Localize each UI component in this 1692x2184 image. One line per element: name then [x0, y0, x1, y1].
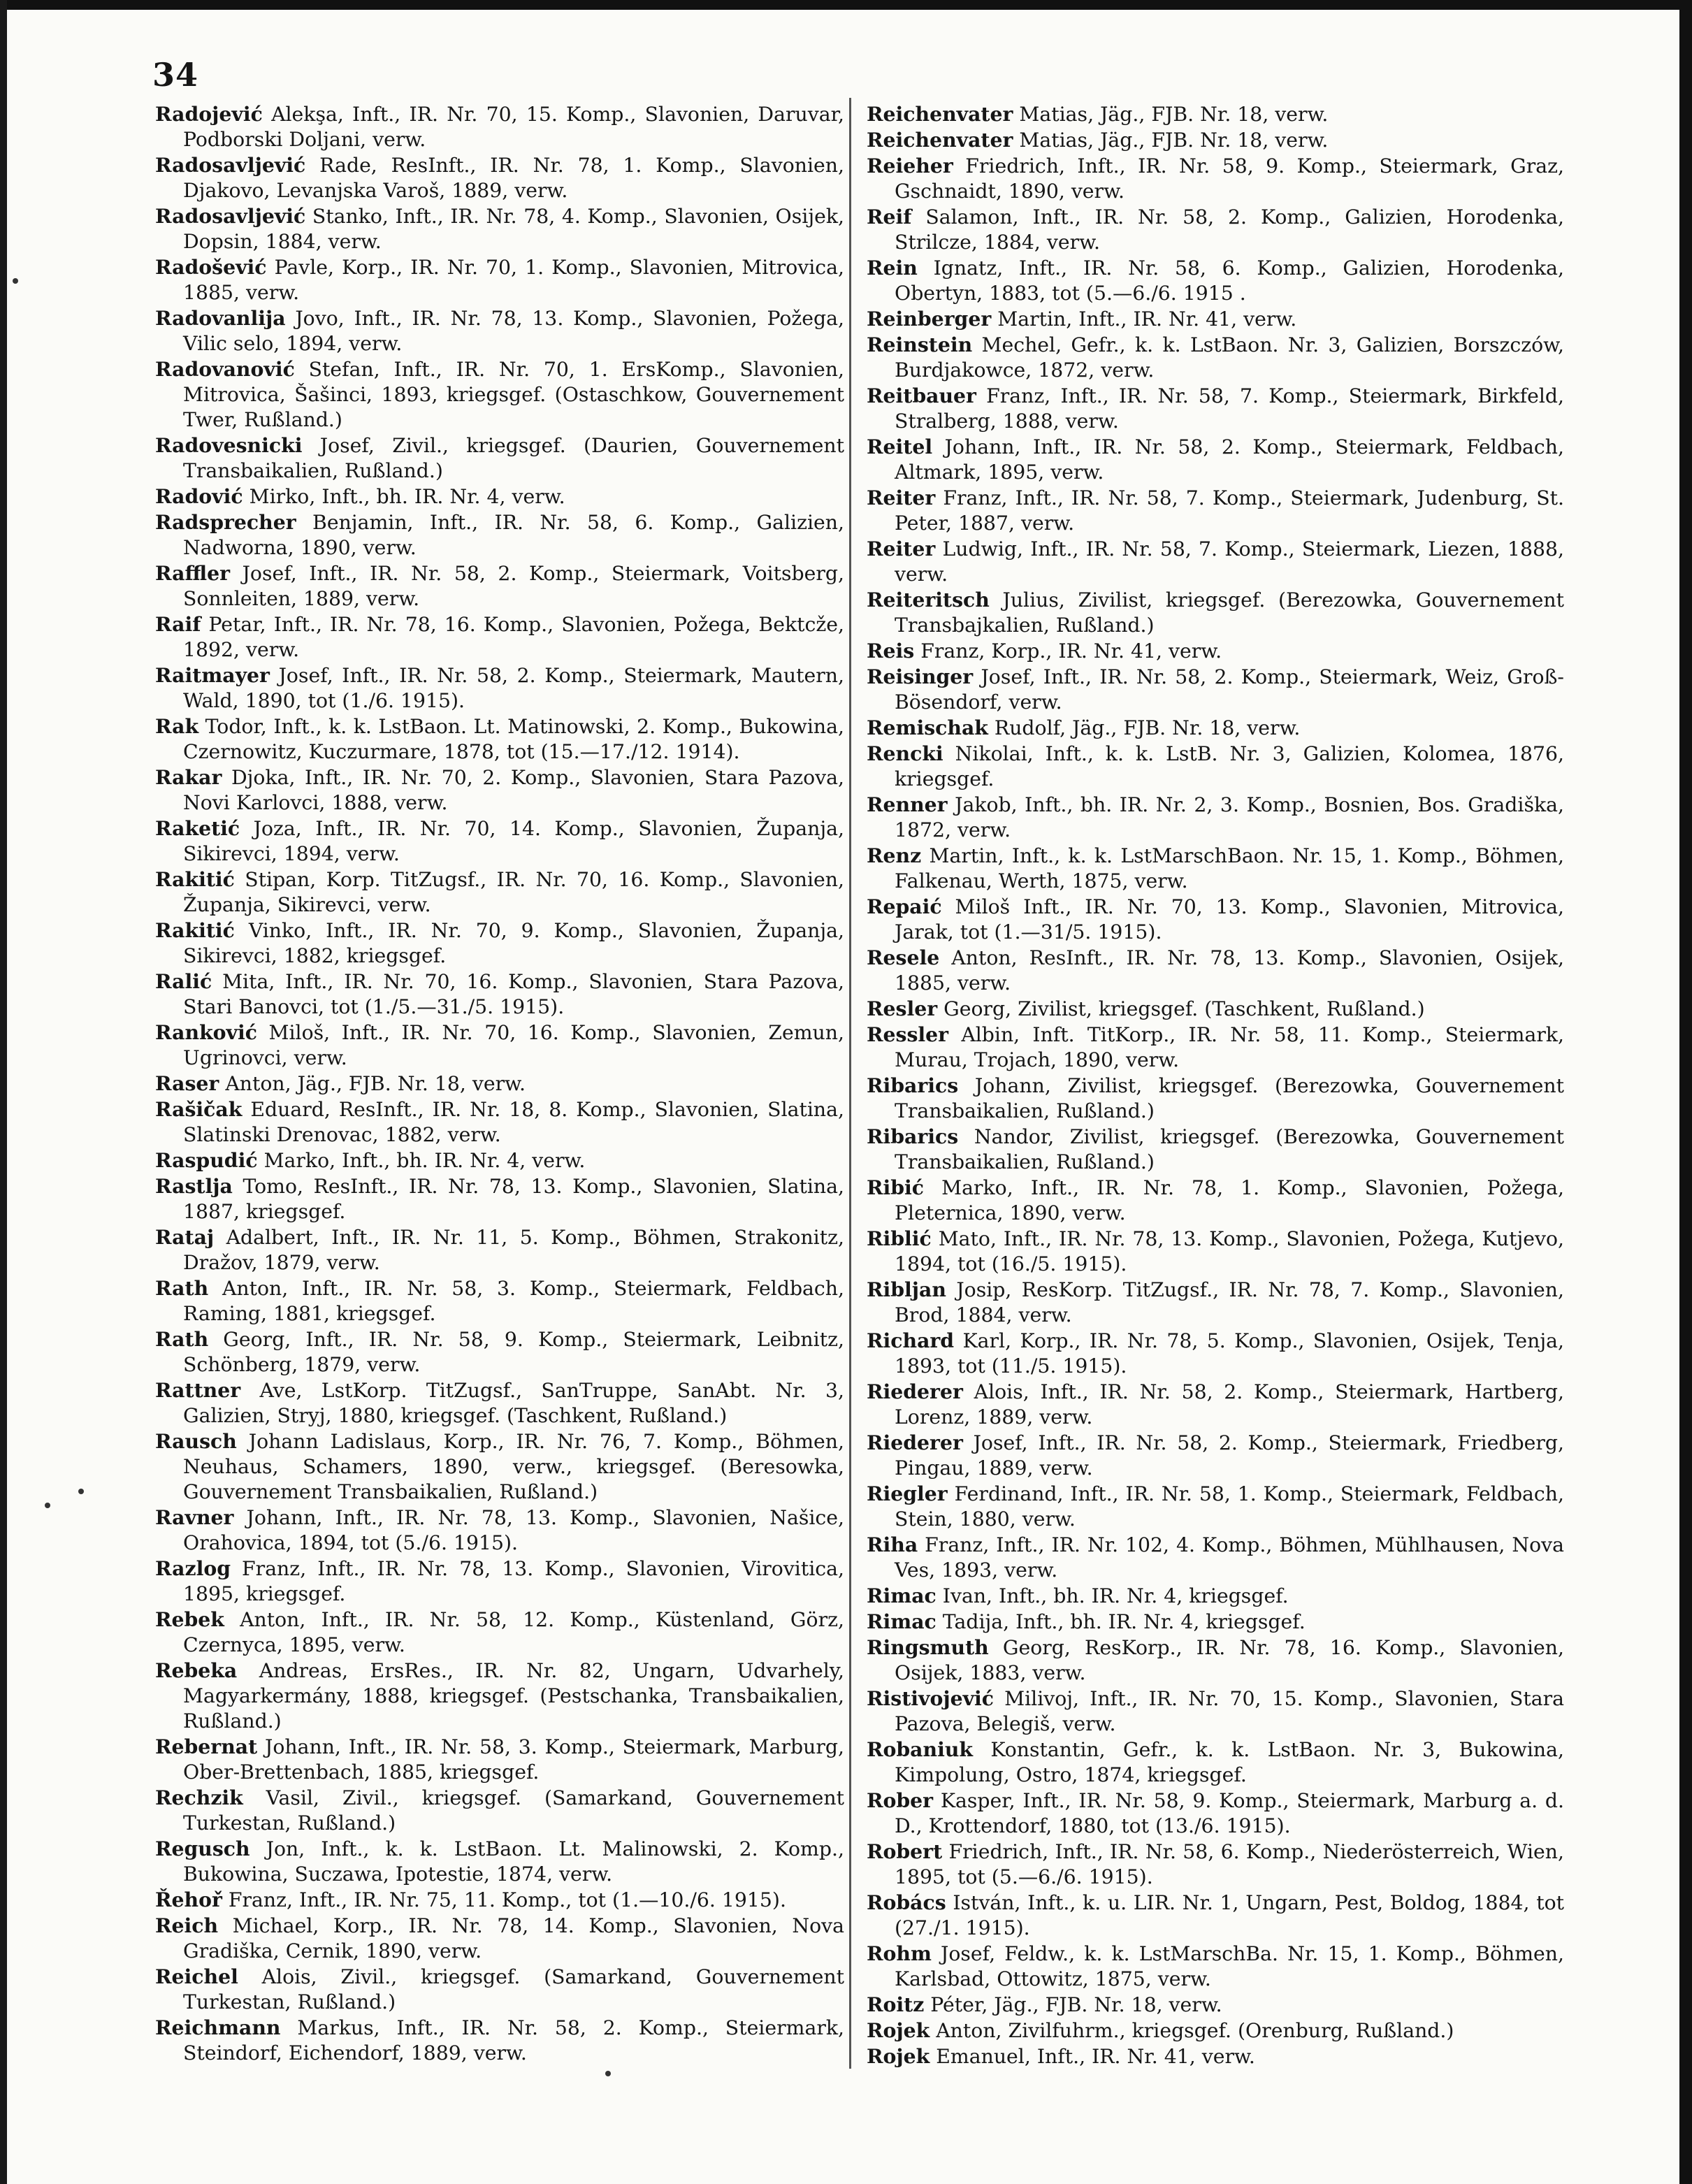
- entry-surname: Radosavljević: [155, 153, 306, 177]
- entry-surname: Ranković: [155, 1020, 257, 1044]
- entry-details: Joza, Inft., IR. Nr. 70, 14. Komp., Slavonien, Županja, Sikirevci, 1894, verw.: [183, 817, 845, 865]
- entry-surname: Radošević: [155, 255, 267, 279]
- entry-surname: Reitel: [867, 435, 933, 458]
- scan-speck: [13, 278, 18, 284]
- entry-surname: Rath: [155, 1327, 209, 1351]
- list-entry: [867, 894, 1564, 945]
- entry-details: Vinko, Inft., IR. Nr. 70, 9. Komp., Slavonien, Županja, Sikirevci, 1882, kriegsgef.: [183, 919, 844, 967]
- list-entry: [155, 765, 844, 816]
- entry-details: Georg, Zivilist, kriegsgef. (Taschkent, Rußland.): [943, 997, 1425, 1020]
- list-entry: [155, 1836, 844, 1887]
- left-column: [155, 101, 844, 2066]
- entry-details: Petar, Inft., IR. Nr. 78, 16. Komp., Slavonien, Požega, Bektcže, 1892, verw.: [183, 613, 844, 661]
- entry-details: Tomo, ResInft., IR. Nr. 78, 13. Komp., Slavonien, Slatina, 1887, kriegsgef.: [183, 1175, 845, 1223]
- entry-details: Franz, Korp., IR. Nr. 41, verw.: [920, 639, 1222, 663]
- entry-details: Ivan, Inft., bh. IR. Nr. 4, kriegsgef.: [942, 1584, 1289, 1607]
- entry-surname: Rebek: [155, 1607, 224, 1631]
- entry-surname: Reinberger: [867, 307, 992, 331]
- entry-details: Jovo, Inft., IR. Nr. 78, 13. Komp., Slavonien, Požega, Vilic selo, 1894, verw.: [183, 307, 844, 355]
- entry-details: Johann, Zivilist, kriegsgef. (Berezowka, Gouvernement Transbaikalien, Rußland.): [895, 1074, 1564, 1122]
- entry-surname: Reichenvater: [867, 128, 1013, 152]
- entry-surname: Riegler: [867, 1482, 948, 1505]
- list-entry: [155, 1887, 844, 1913]
- entry-details: István, Inft., k. u. LIR. Nr. 1, Ungarn, Pest, Boldog, 1884, tot (27./1. 1915).: [895, 1891, 1564, 1939]
- entry-surname: Rohm: [867, 1941, 932, 1965]
- entry-surname: Robács: [867, 1890, 946, 1914]
- entry-details: Miloš, Inft., IR. Nr. 70, 16. Komp., Slavonien, Zemun, Ugrinovci, verw.: [183, 1021, 844, 1069]
- entry-details: Matias, Jäg., FJB. Nr. 18, verw.: [1019, 129, 1329, 152]
- entry-surname: Rechzik: [155, 1786, 243, 1809]
- entry-details: Georg, ResKorp., IR. Nr. 78, 16. Komp., Slavonien, Osijek, 1883, verw.: [895, 1636, 1564, 1684]
- list-entry: [867, 741, 1564, 792]
- entry-surname: Ristivojević: [867, 1686, 994, 1710]
- entry-details: Jon, Inft., k. k. LstBaon. Lt. Malinowski, 2. Komp., Bukowina, Suczawa, Ipotestie, 1874, verw.: [183, 1837, 844, 1886]
- entry-details: Michael, Korp., IR. Nr. 78, 14. Komp., Slavonien, Nova Gradiška, Cernik, 1890, verw.: [183, 1914, 844, 1962]
- entry-surname: Riederer: [867, 1431, 963, 1454]
- list-entry: [867, 792, 1564, 843]
- entry-surname: Rakitić: [155, 918, 235, 942]
- list-entry: [867, 1073, 1564, 1124]
- entry-details: Adalbert, Inft., IR. Nr. 11, 5. Komp., Böhmen, Strakonitz, Dražov, 1879, verw.: [183, 1226, 844, 1274]
- list-entry: [867, 1890, 1564, 1941]
- entry-details: Johann, Inft., IR. Nr. 78, 13. Komp., Slavonien, Našice, Orahovica, 1894, tot (5./6. 1915).: [183, 1506, 844, 1554]
- entry-surname: Ribarics: [867, 1124, 959, 1148]
- entry-details: Karl, Korp., IR. Nr. 78, 5. Komp., Slavonien, Osijek, Tenja, 1893, tot (11./5. 1915).: [895, 1329, 1564, 1377]
- entry-details: Friedrich, Inft., IR. Nr. 58, 6. Komp., Niederösterreich, Wien, 1895, tot (5.—6./6. 1915).: [895, 1840, 1565, 1888]
- entry-surname: Raif: [155, 612, 201, 636]
- entry-details: Ignatz, Inft., IR. Nr. 58, 6. Komp., Galizien, Horodenka, Obertyn, 1883, tot (5.—6./6. 1915 .: [895, 256, 1564, 305]
- list-entry: [155, 1224, 844, 1275]
- list-entry: [867, 1609, 1564, 1635]
- entry-surname: Rimac: [867, 1610, 937, 1633]
- entry-surname: Reichenvater: [867, 102, 1013, 126]
- entry-details: Josef, Inft., IR. Nr. 58, 2. Komp., Steiermark, Friedberg, Pingau, 1889, verw.: [895, 1431, 1564, 1480]
- entry-details: Tadija, Inft., bh. IR. Nr. 4, kriegsgef.: [942, 1610, 1306, 1633]
- entry-details: Mirko, Inft., bh. IR. Nr. 4, verw.: [249, 485, 565, 508]
- entry-details: Julius, Zivilist, kriegsgef. (Berezowka, Gouvernement Transbajkalien, Rußland.): [895, 588, 1564, 637]
- list-entry: [867, 1583, 1564, 1609]
- list-entry: [867, 1941, 1564, 1992]
- entry-details: Alois, Zivil., kriegsgef. (Samarkand, Gouvernement Turkestan, Rußland.): [183, 1965, 844, 2013]
- list-entry: [867, 1328, 1564, 1379]
- list-entry: [155, 1964, 844, 2015]
- entry-details: Franz, Inft., IR. Nr. 102, 4. Komp., Böhmen, Mühlhausen, Nova Ves, 1893, verw.: [895, 1533, 1564, 1582]
- entry-surname: Rakar: [155, 765, 222, 789]
- list-entry: [867, 536, 1564, 587]
- entry-surname: Razlog: [155, 1556, 231, 1580]
- list-entry: [867, 587, 1564, 638]
- entry-details: Anton, ResInft., IR. Nr. 78, 13. Komp., Slavonien, Osijek, 1885, verw.: [895, 946, 1564, 995]
- entry-surname: Radovesnicki: [155, 433, 303, 457]
- entry-details: Konstantin, Gefr., k. k. LstBaon. Nr. 3, Bukowina, Kimpolung, Ostro, 1874, kriegsgef.: [895, 1738, 1564, 1786]
- entry-details: Alois, Inft., IR. Nr. 58, 2. Komp., Steiermark, Hartberg, Lorenz, 1889, verw.: [895, 1380, 1565, 1429]
- entry-surname: Radovanović: [155, 357, 295, 381]
- entry-details: Ferdinand, Inft., IR. Nr. 58, 1. Komp., Steiermark, Feldbach, Stein, 1880, verw.: [895, 1482, 1564, 1531]
- entry-details: Vasil, Zivil., kriegsgef. (Samarkand, Gouvernement Turkestan, Rußland.): [183, 1786, 844, 1835]
- list-entry: [155, 918, 844, 969]
- entry-details: Miloš Inft., IR. Nr. 70, 13. Komp., Slavonien, Mitrovica, Jarak, tot (1.—31/5. 1915).: [895, 895, 1564, 943]
- entry-details: Martin, Inft., k. k. LstMarschBaon. Nr. 15, 1. Komp., Böhmen, Falkenau, Werth, 1875, verw.: [895, 844, 1564, 892]
- entry-surname: Raitmayer: [155, 663, 270, 687]
- entry-surname: Raser: [155, 1071, 219, 1095]
- list-entry: [155, 1556, 844, 1607]
- list-entry: [867, 153, 1564, 204]
- entry-details: Josef, Inft., IR. Nr. 58, 2. Komp., Steiermark, Voitsberg, Sonnleiten, 1889, verw.: [183, 562, 845, 610]
- entry-surname: Radojević: [155, 102, 263, 126]
- list-entry: [867, 1635, 1564, 1686]
- entry-surname: Resele: [867, 946, 940, 969]
- entry-surname: Rebernat: [155, 1735, 258, 1758]
- entry-details: Emanuel, Inft., IR. Nr. 41, verw.: [936, 2045, 1255, 2068]
- entry-surname: Reis: [867, 639, 915, 663]
- entry-details: Anton, Inft., IR. Nr. 58, 12. Komp., Küstenland, Görz, Czernyca, 1895, verw.: [183, 1608, 844, 1656]
- entry-details: Ave, LstKorp. TitZugsf., SanTruppe, SanAbt. Nr. 3, Galizien, Stryj, 1880, kriegsgef. (Taschkent, Rußland.): [183, 1379, 844, 1427]
- list-entry: [155, 1658, 844, 1734]
- entry-surname: Ringsmuth: [867, 1635, 989, 1659]
- entry-details: Pavle, Korp., IR. Nr. 70, 1. Komp., Slavonien, Mitrovica, 1885, verw.: [183, 256, 844, 304]
- entry-details: Markus, Inft., IR. Nr. 58, 2. Komp., Steiermark, Steindorf, Eichendorf, 1889, verw.: [183, 2016, 845, 2064]
- list-entry: [155, 612, 844, 663]
- entry-details: Milivoj, Inft., IR. Nr. 70, 15. Komp., Slavonien, Stara Pazova, Belegiš, verw.: [895, 1687, 1564, 1735]
- entry-surname: Ribljan: [867, 1278, 946, 1301]
- list-entry: [155, 1275, 844, 1326]
- entry-surname: Rebeka: [155, 1658, 238, 1682]
- list-entry: [155, 101, 844, 152]
- list-entry: [867, 306, 1564, 332]
- entry-surname: Řehoř: [155, 1888, 222, 1911]
- entry-surname: Richard: [867, 1329, 955, 1352]
- entry-details: Anton, Inft., IR. Nr. 58, 3. Komp., Steiermark, Feldbach, Raming, 1881, kriegsgef.: [183, 1277, 844, 1325]
- list-entry: [867, 664, 1564, 715]
- entry-surname: Rimac: [867, 1584, 937, 1607]
- entry-surname: Rencki: [867, 742, 943, 765]
- entry-surname: Ribić: [867, 1176, 925, 1199]
- entry-details: Marko, Inft., bh. IR. Nr. 4, verw.: [263, 1149, 586, 1172]
- entry-details: Nikolai, Inft., k. k. LstB. Nr. 3, Galizien, Kolomea, 1876, kriegsgef.: [895, 742, 1564, 790]
- entry-surname: Radovanlija: [155, 306, 286, 330]
- entry-surname: Ressler: [867, 1022, 949, 1046]
- list-entry: [867, 1686, 1564, 1737]
- list-entry: [155, 1071, 844, 1097]
- entry-surname: Resler: [867, 997, 938, 1020]
- entry-surname: Rattner: [155, 1378, 241, 1402]
- list-entry: [867, 1737, 1564, 1788]
- entry-surname: Renner: [867, 793, 948, 816]
- entry-surname: Rath: [155, 1276, 209, 1300]
- entry-surname: Rašičak: [155, 1097, 243, 1121]
- entry-surname: Raketić: [155, 816, 240, 840]
- entry-details: Josef, Zivil., kriegsgef. (Daurien, Gouvernement Transbaikalien, Rußland.): [183, 434, 844, 482]
- entry-surname: Rataj: [155, 1225, 215, 1249]
- list-entry: [155, 867, 844, 918]
- entry-details: Franz, Inft., IR. Nr. 78, 13. Komp., Slavonien, Virovitica, 1895, kriegsgef.: [183, 1557, 844, 1605]
- entry-surname: Robaniuk: [867, 1737, 974, 1761]
- entry-details: Franz, Inft., IR. Nr. 58, 7. Komp., Steiermark, Birkfeld, Stralberg, 1888, verw.: [895, 384, 1564, 433]
- list-entry: [867, 1379, 1564, 1430]
- entry-details: Nandor, Zivilist, kriegsgef. (Berezowka, Gouvernement Transbaikalien, Rußland.): [895, 1125, 1565, 1173]
- entry-surname: Reich: [155, 1914, 219, 1937]
- list-entry: [867, 1532, 1564, 1583]
- entry-surname: Radović: [155, 484, 243, 508]
- list-entry: [867, 1839, 1564, 1890]
- scan-speck: [605, 2071, 611, 2076]
- list-entry: [155, 433, 844, 484]
- list-entry: [155, 305, 844, 356]
- entry-details: Mechel, Gefr., k. k. LstBaon. Nr. 3, Galizien, Borszczów, Burdjakowce, 1872, verw.: [895, 333, 1565, 382]
- list-entry: [867, 1226, 1564, 1277]
- entry-surname: Rojek: [867, 2018, 930, 2042]
- entry-surname: Rein: [867, 256, 918, 280]
- entry-details: Todor, Inft., k. k. LstBaon. Lt. Matinowski, 2. Komp., Bukowina, Czernowitz, Kuczurmare, 1878, tot (15.—17./12. 1914).: [183, 715, 844, 763]
- list-entry: [155, 509, 844, 561]
- entry-details: Rade, ResInft., IR. Nr. 78, 1. Komp., Slavonien, Djakovo, Levanjska Varoš, 1889, verw.: [183, 154, 844, 202]
- entry-details: Jakob, Inft., bh. IR. Nr. 2, 3. Komp., Bosnien, Bos. Gradiška, 1872, verw.: [895, 793, 1564, 841]
- page-number: 34: [152, 56, 199, 94]
- entry-surname: Raffler: [155, 561, 231, 585]
- entry-details: Josef, Inft., IR. Nr. 58, 2. Komp., Steiermark, Weiz, Groß-Bösendorf, verw.: [895, 665, 1564, 714]
- entry-details: Franz, Inft., IR. Nr. 58, 7. Komp., Steiermark, Judenburg, St. Peter, 1887, verw.: [895, 486, 1564, 535]
- entry-details: Ludwig, Inft., IR. Nr. 58, 7. Komp., Steiermark, Liezen, 1888, verw.: [895, 537, 1564, 586]
- entry-details: Eduard, ResInft., IR. Nr. 18, 8. Komp., Slavonien, Slatina, Slatinski Drenovac, 1882, verw.: [183, 1098, 844, 1146]
- entry-details: Anton, Zivilfuhrm., kriegsgef. (Orenburg, Rußland.): [936, 2019, 1454, 2042]
- entry-surname: Regusch: [155, 1837, 250, 1860]
- scan-border-top: [0, 0, 1692, 10]
- entry-details: Djoka, Inft., IR. Nr. 70, 2. Komp., Slavonien, Stara Pazova, Novi Karlovci, 1888, verw.: [183, 766, 844, 814]
- list-entry: [867, 434, 1564, 485]
- entry-surname: Rojek: [867, 2044, 930, 2068]
- list-entry: [867, 1022, 1564, 1073]
- entry-details: Péter, Jäg., FJB. Nr. 18, verw.: [930, 1993, 1222, 2016]
- list-entry: [867, 1124, 1564, 1175]
- entry-details: Stanko, Inft., IR. Nr. 78, 4. Komp., Slavonien, Osijek, Dopsin, 1884, verw.: [183, 205, 844, 253]
- entry-surname: Ralić: [155, 969, 212, 993]
- entry-surname: Reichmann: [155, 2016, 281, 2039]
- list-entry: [867, 1277, 1564, 1328]
- scan-speck: [78, 1489, 84, 1494]
- entry-surname: Rastlja: [155, 1174, 233, 1198]
- entry-details: Kasper, Inft., IR. Nr. 58, 9. Komp., Steiermark, Marburg a. d. D., Krottendorf, 1880, tot (13./6. 1915).: [895, 1789, 1564, 1837]
- entry-surname: Riblić: [867, 1227, 932, 1250]
- list-entry: [155, 2015, 844, 2066]
- list-entry: [867, 101, 1564, 127]
- entry-details: Josef, Feldw., k. k. LstMarschBa. Nr. 15, 1. Komp., Böhmen, Karlsbad, Ottowitz, 1875, verw.: [895, 1942, 1565, 1990]
- entry-details: Rudolf, Jäg., FJB. Nr. 18, verw.: [994, 716, 1301, 739]
- entry-surname: Rak: [155, 714, 199, 738]
- entry-surname: Ravner: [155, 1505, 234, 1529]
- list-entry: [867, 945, 1564, 996]
- entry-details: Matias, Jäg., FJB. Nr. 18, verw.: [1019, 103, 1329, 126]
- right-column: [867, 101, 1564, 2069]
- list-entry: [155, 1785, 844, 1836]
- list-entry: [155, 1377, 844, 1429]
- entry-details: Salamon, Inft., IR. Nr. 58, 2. Komp., Galizien, Horodenka, Strilcze, 1884, verw.: [895, 205, 1564, 254]
- entry-surname: Reinstein: [867, 333, 973, 356]
- entry-details: Johann, Inft., IR. Nr. 58, 2. Komp., Steiermark, Feldbach, Altmark, 1895, verw.: [895, 435, 1564, 484]
- entry-surname: Roitz: [867, 1993, 925, 2016]
- entry-surname: Riha: [867, 1533, 918, 1556]
- entry-surname: Reichel: [155, 1965, 238, 1988]
- list-entry: [155, 1097, 844, 1148]
- list-entry: [155, 714, 844, 765]
- entry-surname: Radosavljević: [155, 204, 306, 228]
- list-entry: [867, 996, 1564, 1022]
- list-entry: [867, 1430, 1564, 1481]
- entry-details: Stipan, Korp. TitZugsf., IR. Nr. 70, 16. Komp., Slavonien, Županja, Sikirevci, verw.: [183, 868, 844, 916]
- entry-surname: Reitbauer: [867, 384, 976, 407]
- list-entry: [155, 152, 844, 203]
- list-entry: [155, 816, 844, 867]
- list-entry: [867, 127, 1564, 153]
- list-entry: [867, 1175, 1564, 1226]
- entry-details: Albin, Inft. TitKorp., IR. Nr. 58, 11. Komp., Steiermark, Murau, Trojach, 1890, verw.: [895, 1023, 1564, 1071]
- list-entry: [155, 1020, 844, 1071]
- entry-surname: Remischak: [867, 716, 988, 739]
- scan-speck: [45, 1503, 50, 1508]
- entry-surname: Repaić: [867, 895, 942, 918]
- list-entry: [155, 1913, 844, 1964]
- entry-surname: Reiter: [867, 486, 936, 509]
- list-entry: [155, 1148, 844, 1173]
- entry-surname: Rausch: [155, 1429, 237, 1453]
- entry-surname: Raspudić: [155, 1148, 258, 1172]
- list-entry: [867, 1788, 1564, 1839]
- list-entry: [867, 255, 1564, 306]
- entry-details: Johann Ladislaus, Korp., IR. Nr. 76, 7. Komp., Böhmen, Neuhaus, Schamers, 1890, verw., kriegsgef. (Beresowka, Gouvernement Transbaikalien, Rußland.): [183, 1430, 844, 1503]
- list-entry: [867, 204, 1564, 255]
- scan-border-right: [1679, 0, 1692, 2184]
- entry-details: Franz, Inft., IR. Nr. 75, 11. Komp., tot (1.—10./6. 1915).: [228, 1888, 786, 1911]
- list-entry: [867, 638, 1564, 664]
- list-entry: [867, 332, 1564, 383]
- list-entry: [155, 561, 844, 612]
- entry-details: Alekşa, Inft., IR. Nr. 70, 15. Komp., Slavonien, Daruvar, Podborski Doljani, verw.: [183, 103, 845, 151]
- scan-border-left: [0, 0, 7, 2184]
- list-entry: [155, 1429, 844, 1505]
- list-entry: [155, 484, 844, 509]
- list-entry: [155, 203, 844, 254]
- entry-details: Martin, Inft., IR. Nr. 41, verw.: [997, 308, 1297, 331]
- entry-details: Friedrich, Inft., IR. Nr. 58, 9. Komp., Steiermark, Graz, Gschnaidt, 1890, verw.: [895, 154, 1564, 203]
- entry-surname: Reif: [867, 205, 912, 229]
- entry-details: Andreas, ErsRes., IR. Nr. 82, Ungarn, Udvarhely, Magyarkermány, 1888, kriegsgef. (Pestschanka, Transbaikalien, Rußland.): [183, 1659, 844, 1733]
- entry-details: Johann, Inft., IR. Nr. 58, 3. Komp., Steiermark, Marburg, Ober-Brettenbach, 1885, kriegsgef.: [183, 1735, 845, 1784]
- entry-surname: Reiteritsch: [867, 588, 990, 612]
- entry-surname: Riederer: [867, 1380, 963, 1403]
- list-entry: [867, 843, 1564, 894]
- entry-surname: Ribarics: [867, 1073, 959, 1097]
- list-entry: [155, 254, 844, 305]
- list-entry: [867, 383, 1564, 434]
- list-entry: [867, 1481, 1564, 1532]
- entry-details: Georg, Inft., IR. Nr. 58, 9. Komp., Steiermark, Leibnitz, Schönberg, 1879, verw.: [183, 1328, 844, 1376]
- list-entry: [155, 663, 844, 714]
- list-entry: [867, 715, 1564, 741]
- entry-details: Josip, ResKorp. TitZugsf., IR. Nr. 78, 7. Komp., Slavonien, Brod, 1884, verw.: [895, 1278, 1564, 1326]
- entry-surname: Radsprecher: [155, 510, 296, 534]
- entry-details: Benjamin, Inft., IR. Nr. 58, 6. Komp., Galizien, Nadworna, 1890, verw.: [183, 511, 844, 559]
- list-entry: [867, 1992, 1564, 2018]
- list-entry: [155, 1505, 844, 1556]
- entry-details: Mato, Inft., IR. Nr. 78, 13. Komp., Slavonien, Požega, Kutjevo, 1894, tot (16./5. 1915).: [895, 1227, 1564, 1275]
- entry-surname: Rakitić: [155, 867, 235, 891]
- entry-surname: Rober: [867, 1788, 934, 1812]
- list-entry: [155, 1326, 844, 1377]
- list-entry: [155, 969, 844, 1020]
- entry-surname: Renz: [867, 844, 922, 867]
- list-entry: [155, 1607, 844, 1658]
- entry-details: Mita, Inft., IR. Nr. 70, 16. Komp., Slavonien, Stara Pazova, Stari Banovci, tot (1./5.—31./5. 1915).: [183, 970, 844, 1018]
- entry-surname: Reiter: [867, 537, 936, 561]
- list-entry: [867, 2018, 1564, 2044]
- list-entry: [155, 1734, 844, 1785]
- entry-surname: Reisinger: [867, 665, 974, 688]
- entry-details: Stefan, Inft., IR. Nr. 70, 1. ErsKomp., Slavonien, Mitrovica, Šašinci, 1893, kriegsgef. (Ostaschkow, Gouvernement Twer, Rußland.): [183, 358, 844, 431]
- entry-surname: Reieher: [867, 154, 953, 178]
- entry-details: Josef, Inft., IR. Nr. 58, 2. Komp., Steiermark, Mautern, Wald, 1890, tot (1./6. 1915).: [183, 664, 844, 712]
- list-entry: [867, 485, 1564, 536]
- list-entry: [155, 1173, 844, 1224]
- entry-details: Marko, Inft., IR. Nr. 78, 1. Komp., Slavonien, Požega, Pleternica, 1890, verw.: [895, 1176, 1565, 1224]
- column-divider: [849, 98, 851, 2069]
- list-entry: [867, 2044, 1564, 2069]
- entry-details: Anton, Jäg., FJB. Nr. 18, verw.: [225, 1072, 526, 1095]
- entry-surname: Robert: [867, 1839, 943, 1863]
- list-entry: [155, 356, 844, 433]
